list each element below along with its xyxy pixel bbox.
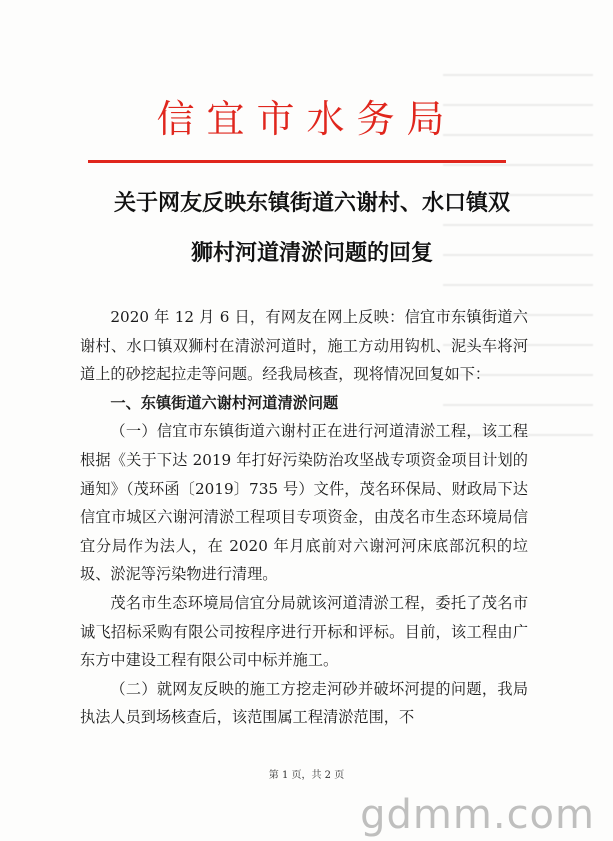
document-body: [80, 303, 528, 732]
header-red-rule: [88, 160, 506, 163]
document-title-line-1: 关于网友反映东镇街道六谢村、水口镇双: [113, 190, 510, 216]
site-watermark: gdmm.com: [360, 792, 595, 838]
agency-header: 信宜市水务局: [156, 97, 457, 141]
body-paragraph: （一）信宜市东镇街道六谢村正在进行河道清淤工程，该工程根据《关于下达 2019 年打好污染防治攻坚战专项资金项目计划的通知》（茂环函〔2019〕735 号）文件，茂名环保局、财政局下达信宜市城区六谢河清淤工程项目专项资金，由茂名市生态环境局信宜分局作为法人，在 2020 年月底前对六谢河河床底部沉积的垃圾、淤泥等污染物进行清理。: [80, 422, 528, 584]
body-paragraph: 茂名市生态环境局信宜分局就该河道清淤工程，委托了茂名市诚飞招标采购有限公司按程序进行开标和评标。目前，该工程由广东方中建设工程有限公司中标并施工。: [80, 593, 528, 670]
document-title-line-2: 狮村河道清淤问题的回复: [190, 240, 433, 266]
body-paragraph: （二）就网友反映的施工方挖走河砂并破坏河提的问题，我局执法人员到场核查后，该范围属工程清淤范围，不: [80, 679, 528, 727]
page-number: 第 1 页，共 2 页: [268, 770, 345, 781]
section-heading: 一、东镇街道六谢村河道清淤问题: [110, 393, 339, 412]
body-paragraph: 2020 年 12 月 6 日，有网友在网上反映：信宜市东镇街道六谢村、水口镇双狮村在清淤河道时，施工方动用钩机、泥头车将河道上的砂挖起拉走等问题。经我局核查，现将情况回复如下：: [80, 308, 528, 384]
